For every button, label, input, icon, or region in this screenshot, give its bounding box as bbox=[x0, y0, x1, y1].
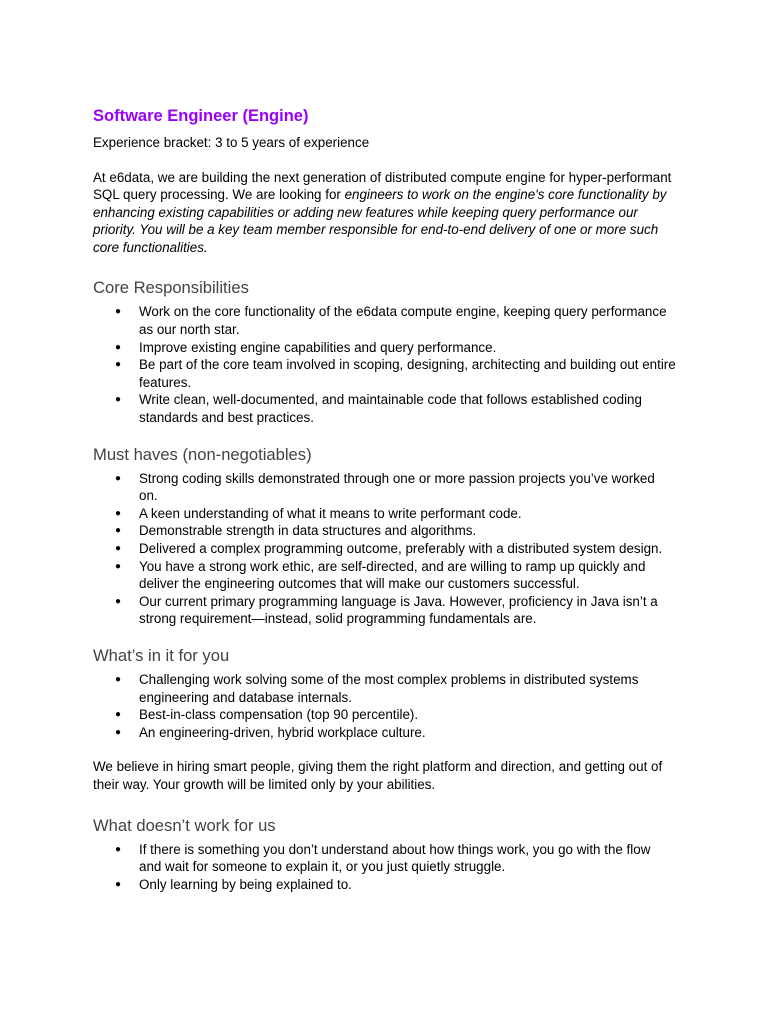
section-heading-what-doesnt-work: What doesn’t work for us bbox=[93, 815, 276, 835]
list-item bbox=[93, 540, 676, 558]
list-item bbox=[93, 558, 676, 593]
list-item-text: Improve existing engine capabilities and query performance. bbox=[139, 339, 497, 355]
list-item-text: Challenging work solving some of the most complex problems in distributed systems engineering and database internals. bbox=[139, 671, 639, 705]
list-item bbox=[93, 303, 676, 338]
list-item bbox=[93, 724, 676, 742]
bullet-icon: ● bbox=[115, 843, 122, 855]
list-item-text: Our current primary programming language is Java. However, proficiency in Java isn’t a strong requirement—instead, solid programming fundamentals are. bbox=[139, 593, 658, 627]
list-item bbox=[93, 876, 676, 894]
section-heading-whats-in-it: What’s in it for you bbox=[93, 645, 230, 665]
list-item-text: Strong coding skills demonstrated through one or more passion projects you’ve worked on. bbox=[139, 470, 655, 504]
list-item bbox=[93, 706, 676, 724]
bullet-icon: ● bbox=[115, 709, 122, 721]
intro-plain-text: At e6data, we are building the next generation of distributed compute engine for hyper-performant SQL query processing. We are looking for bbox=[93, 169, 672, 203]
bullet-icon: ● bbox=[115, 341, 122, 353]
section-heading-core-responsibilities: Core Responsibilities bbox=[93, 278, 249, 298]
list-item-text: Work on the core functionality of the e6data compute engine, keeping query performance as our north star. bbox=[139, 304, 667, 338]
bullet-icon: ● bbox=[115, 595, 122, 607]
bullet-icon: ● bbox=[115, 878, 122, 890]
list-item bbox=[93, 522, 676, 540]
list-item bbox=[93, 470, 676, 505]
list-item bbox=[93, 391, 676, 426]
bullet-icon: ● bbox=[115, 472, 122, 484]
bullet-icon: ● bbox=[115, 726, 122, 738]
list-item-text: Delivered a complex programming outcome, preferably with a distributed system design. bbox=[139, 541, 663, 556]
whats-in-it-list bbox=[93, 671, 676, 741]
what-doesnt-work-list bbox=[93, 841, 676, 894]
bullet-icon: ● bbox=[115, 306, 122, 318]
list-item bbox=[93, 356, 676, 391]
list-item bbox=[93, 339, 676, 357]
intro-paragraph bbox=[93, 169, 676, 257]
bullet-icon: ● bbox=[115, 543, 122, 554]
list-item-text: You have a strong work ethic, are self-directed, and are willing to ramp up quickly and deliver the engineering outcomes that will make our customers successful. bbox=[139, 558, 646, 592]
list-item-text: An engineering-driven, hybrid workplace culture. bbox=[139, 724, 426, 740]
list-item-text: If there is something you don’t understand about how things work, you go with the flow and wait for someone to explain it, or you just quietly struggle. bbox=[139, 841, 651, 875]
experience-bracket: Experience bracket: 3 to 5 years of experience bbox=[93, 135, 370, 150]
list-item bbox=[93, 593, 676, 628]
intro-italic-text: engineers to work on the engine's core functionality by enhancing existing capabilities or adding new features while keeping query performance our priority. You will be a key team member responsible for end-to-end delivery of one or more such core functionalities. bbox=[93, 187, 667, 255]
belief-paragraph: We believe in hiring smart people, giving them the right platform and direction, and getting out of their way. Your growth will be limited only by your abilities. bbox=[93, 759, 663, 792]
bullet-icon: ● bbox=[115, 525, 122, 537]
bullet-icon: ● bbox=[115, 394, 122, 406]
bullet-icon: ● bbox=[115, 507, 122, 519]
list-item-text: A keen understanding of what it means to write performant code. bbox=[139, 505, 522, 521]
job-title: Software Engineer (Engine) bbox=[93, 107, 309, 125]
bullet-icon: ● bbox=[115, 560, 122, 572]
bullet-icon: ● bbox=[115, 359, 122, 371]
list-item bbox=[93, 841, 676, 876]
core-responsibilities-list bbox=[93, 303, 676, 426]
must-haves-list bbox=[93, 470, 676, 628]
bullet-icon: ● bbox=[115, 673, 122, 685]
list-item-text: Demonstrable strength in data structures and algorithms. bbox=[139, 523, 477, 539]
list-item bbox=[93, 671, 676, 706]
section-heading-must-haves: Must haves (non-negotiables) bbox=[93, 444, 312, 464]
list-item-text: Only learning by being explained to. bbox=[139, 876, 352, 892]
list-item-text: Write clean, well-documented, and maintainable code that follows established coding standards and best practices. bbox=[139, 392, 642, 426]
list-item bbox=[93, 505, 676, 523]
list-item-text: Best-in-class compensation (top 90 percentile). bbox=[139, 707, 419, 723]
list-item-text: Be part of the core team involved in scoping, designing, architecting and building out entire features. bbox=[139, 357, 676, 390]
